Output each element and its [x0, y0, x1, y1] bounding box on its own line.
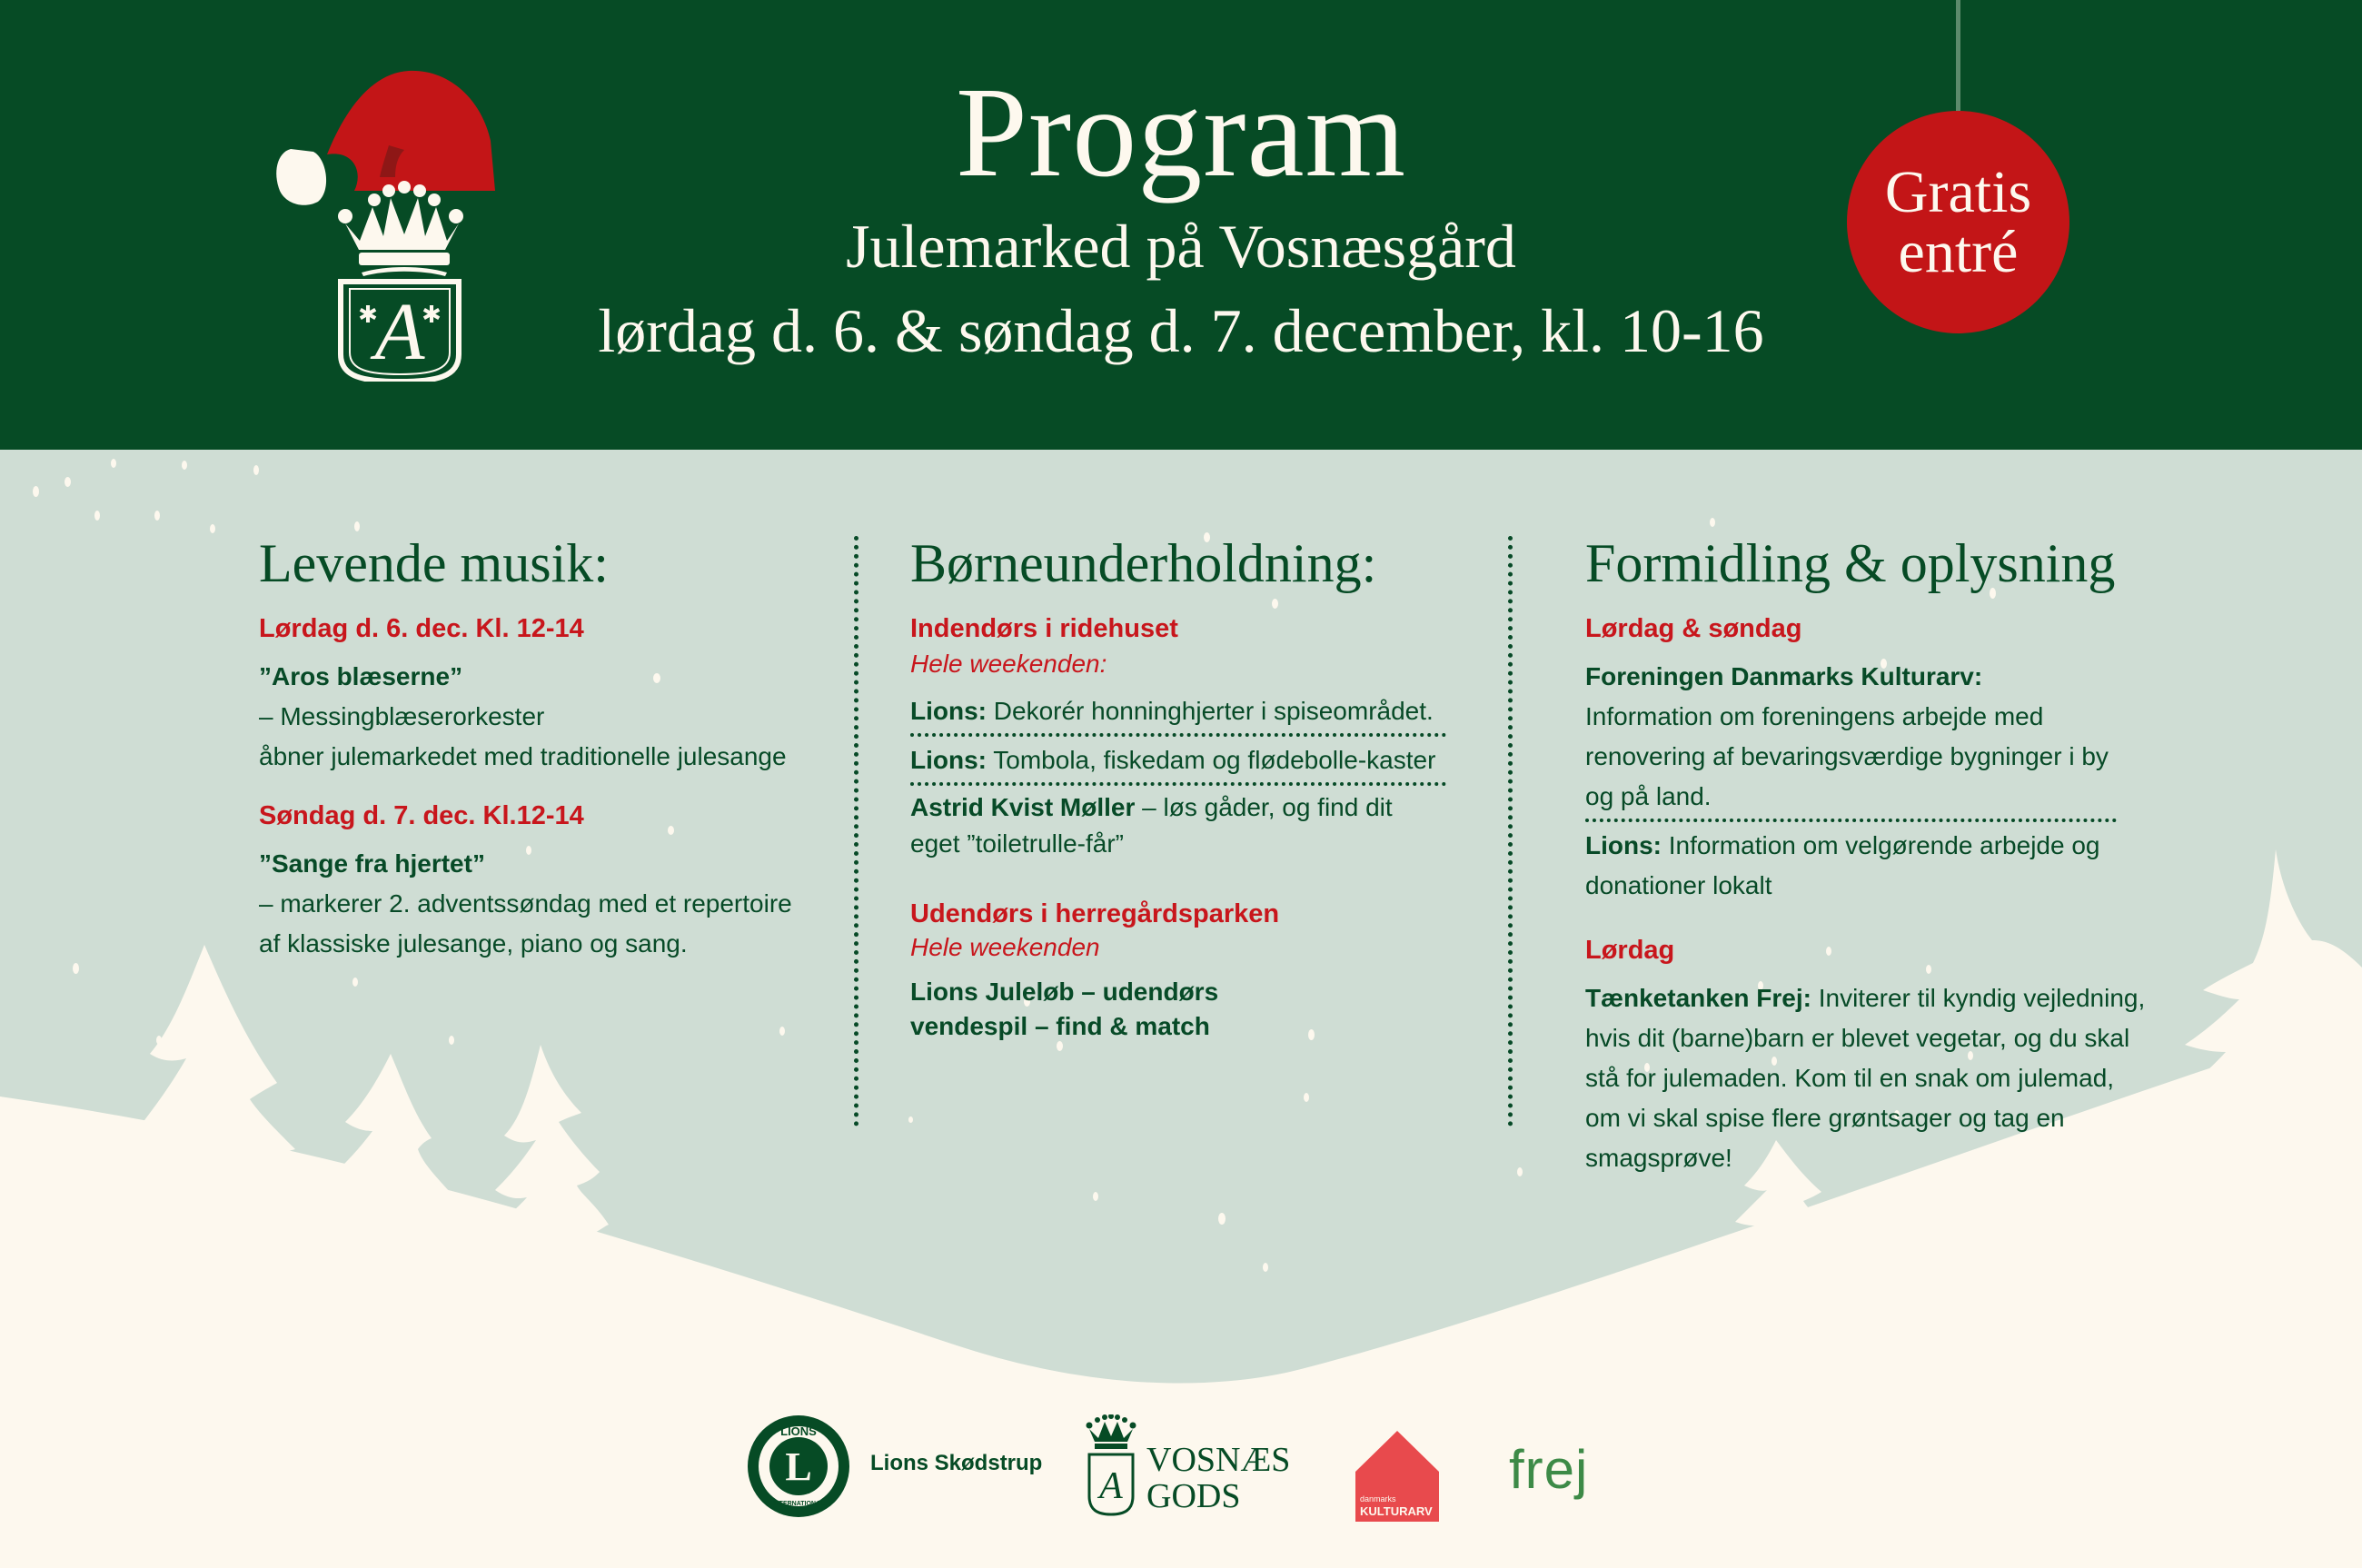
svg-text:INTERNATIONAL: INTERNATIONAL	[772, 1501, 825, 1507]
dotted-divider	[910, 782, 1446, 786]
column-information	[1585, 531, 2149, 1178]
badge-line-2: entré	[1898, 218, 2019, 285]
svg-text:✱: ✱	[422, 301, 442, 328]
act-description: åbner julemarkedet med traditionelle julesange	[259, 742, 787, 770]
free-entry-badge	[1847, 111, 2069, 333]
activity-item: Lions: Dekorér honninghjerter i spiseområdet.	[910, 697, 1434, 725]
day-heading: Lørdag & søndag	[1585, 614, 1802, 643]
act-description: – markerer 2. adventssøndag med et repertoire	[259, 889, 792, 918]
svg-text:A: A	[1099, 1465, 1123, 1507]
act-title: ”Aros blæserne”	[259, 662, 463, 690]
location-heading: Udendørs i herregårdsparken	[910, 899, 1280, 928]
svg-text:A: A	[374, 287, 425, 377]
column-separator	[854, 536, 858, 1126]
activity-item: Lions Juleløb – udendørs vendespil – find & match	[910, 978, 1219, 1040]
sponsor-logos	[0, 1404, 2362, 1531]
time-note: Hele weekenden	[910, 933, 1100, 961]
section-heading: Levende musik:	[259, 533, 609, 593]
vosnaes-crest-with-santa-hat-icon	[273, 55, 527, 382]
info-item: Foreningen Danmarks Kulturarv: Information om foreningens arbejde med renovering af bevaringsværdige bygninger i by og på land.	[1585, 662, 2109, 810]
sponsor-lions-name: Lions Skødstrup	[870, 1451, 1043, 1475]
activity-item: Lions: Tombola, fiskedam og flødebolle-kaster	[910, 746, 1436, 774]
lions-international-logo-icon	[745, 1413, 852, 1520]
event-dates: lørdag d. 6. & søndag d. 7. december, kl. 10-16	[598, 296, 1764, 365]
svg-text:LIONS: LIONS	[780, 1424, 817, 1438]
info-item: Lions: Information om velgørende arbejde og donationer lokalt	[1585, 831, 2100, 899]
day-heading: Lørdag d. 6. dec. Kl. 12-14	[259, 614, 584, 643]
ornament-string	[1956, 0, 1960, 111]
day-heading: Lørdag	[1585, 936, 1675, 965]
svg-text:✱: ✱	[358, 301, 378, 328]
act-description: – Messingblæserorkester	[259, 702, 545, 730]
svg-text:L: L	[785, 1444, 812, 1489]
info-item: Tænketanken Frej: Inviterer til kyndig vejledning, hvis dit (barne)barn er blevet vegetar, og du skal stå for julemaden. Kom til en snak om julemad, om vi skal spise flere grøntsager og tag en smagsprøve!	[1585, 984, 2146, 1172]
act-title: ”Sange fra hjertet”	[259, 849, 485, 878]
danmarks-kulturarv-house-logo-icon: danmarks KULTURARV	[1355, 1431, 1439, 1522]
time-note: Hele weekenden:	[910, 650, 1107, 678]
title-block	[509, 60, 1853, 374]
sponsor-vosnaes-name: VOSNÆS GODS	[1146, 1441, 1291, 1515]
dotted-divider	[1585, 819, 2117, 822]
badge-line-1: Gratis	[1884, 158, 2032, 225]
column-separator	[1508, 536, 1513, 1126]
dotted-divider	[910, 733, 1446, 737]
vosnaes-crest-icon	[1084, 1414, 1138, 1516]
activity-item: Astrid Kvist Møller – løs gåder, og find dit eget ”toiletrulle-får”	[910, 793, 1393, 858]
day-heading: Søndag d. 7. dec. Kl.12-14	[259, 801, 584, 830]
location-heading: Indendørs i ridehuset	[910, 614, 1178, 643]
section-heading: Formidling & oplysning	[1585, 533, 2116, 593]
column-children-entertainment	[910, 531, 1446, 1044]
frej-wordmark: frej	[1509, 1439, 1589, 1500]
section-heading: Børneunderholdning:	[910, 533, 1377, 593]
page-title: Program	[955, 60, 1407, 203]
event-subtitle: Julemarked på Vosnæsgård	[846, 212, 1516, 281]
column-live-music	[259, 531, 840, 964]
act-description: af klassiske julesange, piano og sang.	[259, 929, 688, 958]
